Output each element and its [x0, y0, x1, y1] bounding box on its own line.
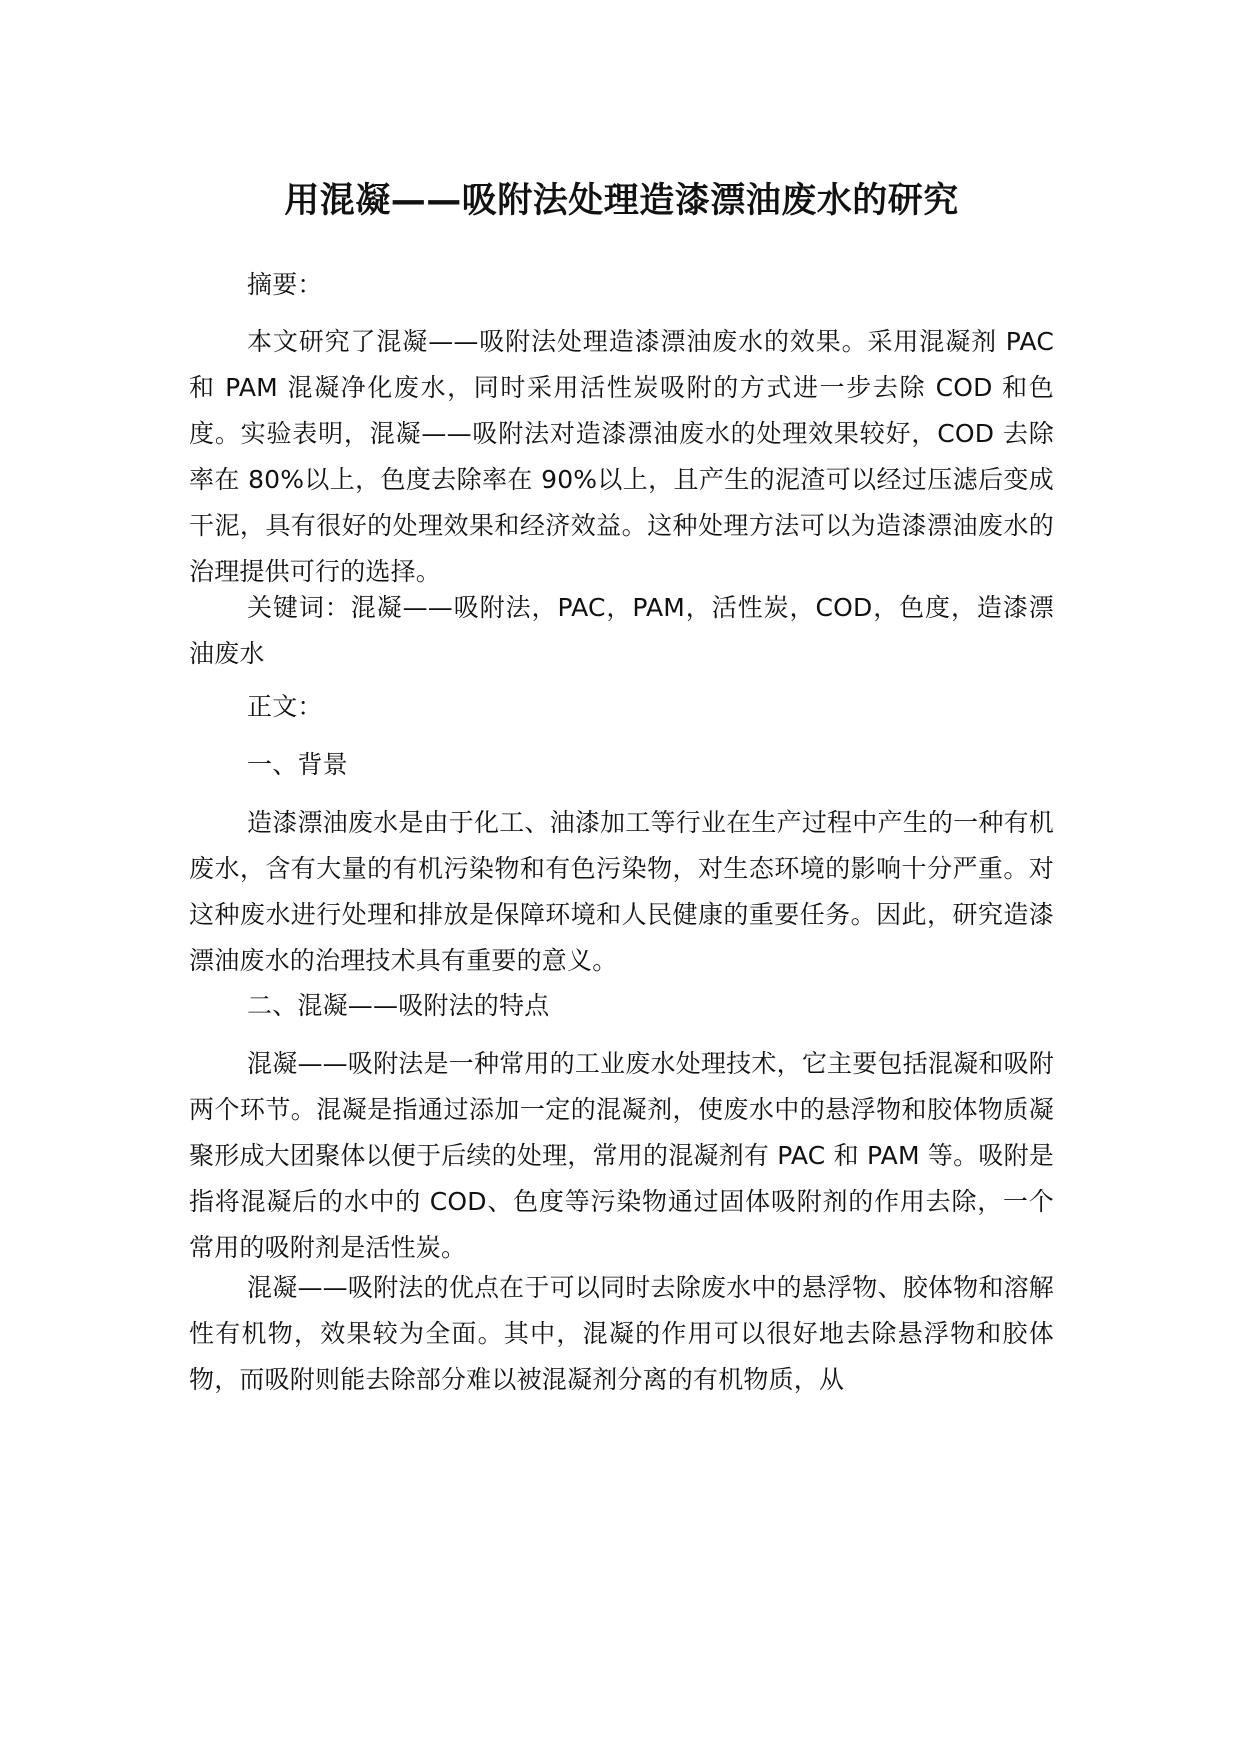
section-2-heading: 二、混凝——吸附法的特点 — [247, 991, 550, 1020]
abstract-heading: 摘要： — [247, 270, 323, 299]
section-1-heading: 一、背景 — [247, 750, 348, 779]
body-heading: 正文： — [247, 692, 323, 721]
document-title: 用混凝——吸附法处理造漆漂油废水的研究 — [284, 181, 959, 221]
abstract-text: 本文研究了混凝——吸附法处理造漆漂油废水的效果。采用混凝剂 PAC 和 PAM 混凝净化废水，同时采用活性炭吸附的方式进一步去除 COD 和色度。实验表明，混凝——吸附法对造漆漂油废水的处理效果较好，COD 去除率在 80%以上，色度去除率在 90%以上，且产生的泥渣可以经过压滤后变成干泥，具有很好的处理效果和经济效益。这种处理方法可以为造漆漂油废水的治理提供可行的选择。 — [189, 327, 1054, 586]
section-2-paragraph-1: 混凝——吸附法是一种常用的工业废水处理技术，它主要包括混凝和吸附两个环节。混凝是指通过添加一定的混凝剂，使废水中的悬浮物和胶体物质凝聚形成大团聚体以便于后续的处理，常用的混凝剂有 PAC 和 PAM 等。吸附是指将混凝后的水中的 COD、色度等污染物通过固体吸附剂的作用去除，一个常用的吸附剂是活性炭。 — [189, 1049, 1054, 1262]
keywords: 关键词：混凝——吸附法，PAC，PAM，活性炭，COD，色度，造漆漂油废水 — [189, 593, 1054, 668]
section-2-paragraph-2: 混凝——吸附法的优点在于可以同时去除废水中的悬浮物、胶体物和溶解性有机物，效果较为全面。其中，混凝的作用可以很好地去除悬浮物和胶体物，而吸附则能去除部分难以被混凝剂分离的有机物质，从 — [189, 1273, 1054, 1394]
section-1-text: 造漆漂油废水是由于化工、油漆加工等行业在生产过程中产生的一种有机废水，含有大量的有机污染物和有色污染物，对生态环境的影响十分严重。对这种废水进行处理和排放是保障环境和人民健康的重要任务。因此，研究造漆漂油废水的治理技术具有重要的意义。 — [189, 808, 1054, 975]
